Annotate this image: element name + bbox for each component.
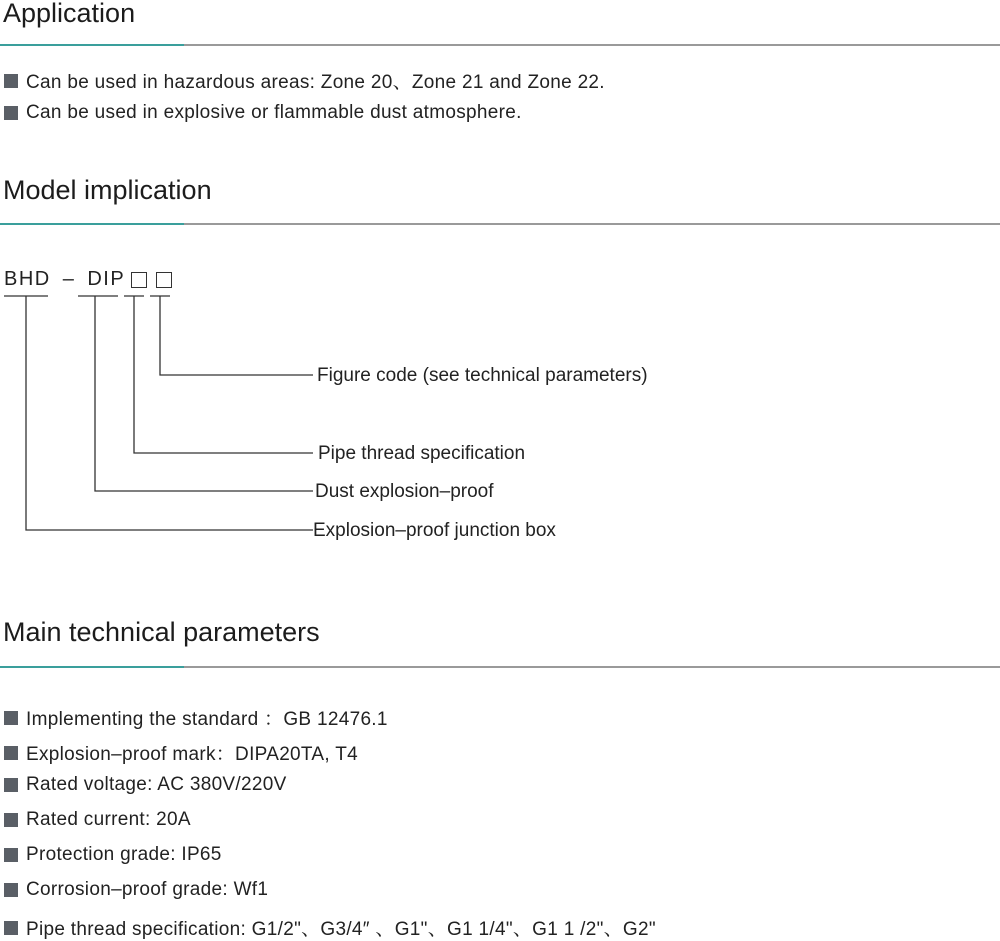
param-item-text: Corrosion–proof grade: Wf1 (26, 879, 269, 900)
param-item (4, 914, 656, 941)
model-code-dash: – (62, 268, 76, 290)
params-divider (0, 666, 1000, 668)
param-item (4, 844, 222, 866)
model-label-pipe-thread: Pipe thread specification (318, 443, 526, 464)
model-label-junction-box: Explosion–proof junction box (313, 520, 556, 541)
model-code-mid: DIP (87, 268, 126, 290)
model-label-figure-code: Figure code (see technical parameters) (317, 365, 648, 386)
application-item-text: Can be used in hazardous areas: Zone 20、Zone 21 and Zone 22. (26, 72, 605, 93)
param-item (4, 704, 388, 731)
param-item-text: Explosion–proof mark：DIPA20TA, T4 (26, 744, 358, 765)
param-item-text: Rated voltage: AC 380V/220V (26, 774, 287, 795)
params-heading: Main technical parameters (3, 617, 320, 647)
param-item-text: Rated current: 20A (26, 809, 191, 830)
bullet-square-icon (4, 746, 18, 760)
bullet-square-icon (4, 921, 18, 935)
model-code-prefix: BHD (4, 268, 51, 290)
param-item (4, 774, 287, 796)
bullet-square-icon (4, 848, 18, 862)
model-heading: Model implication (3, 175, 212, 205)
param-item-text: Protection grade: IP65 (26, 844, 222, 865)
application-heading: Application (3, 0, 136, 28)
bullet-square-icon (4, 883, 18, 897)
param-item-text: Pipe thread specification: G1/2"、G3/4″ 、G1"、G1 1/4"、G1 1 /2"、G2" (26, 919, 656, 940)
divider-accent (0, 666, 184, 668)
application-item-text: Can be used in explosive or flammable dust atmosphere. (26, 102, 522, 123)
bullet-square-icon (4, 711, 18, 725)
bullet-square-icon (4, 813, 18, 827)
param-item (4, 739, 358, 766)
param-item (4, 879, 268, 901)
model-label-dust-explosion: Dust explosion–proof (315, 481, 494, 502)
bullet-square-icon (4, 778, 18, 792)
param-item (4, 809, 191, 831)
param-item-text: Implementing the standard ：GB 12476.1 (26, 709, 388, 730)
